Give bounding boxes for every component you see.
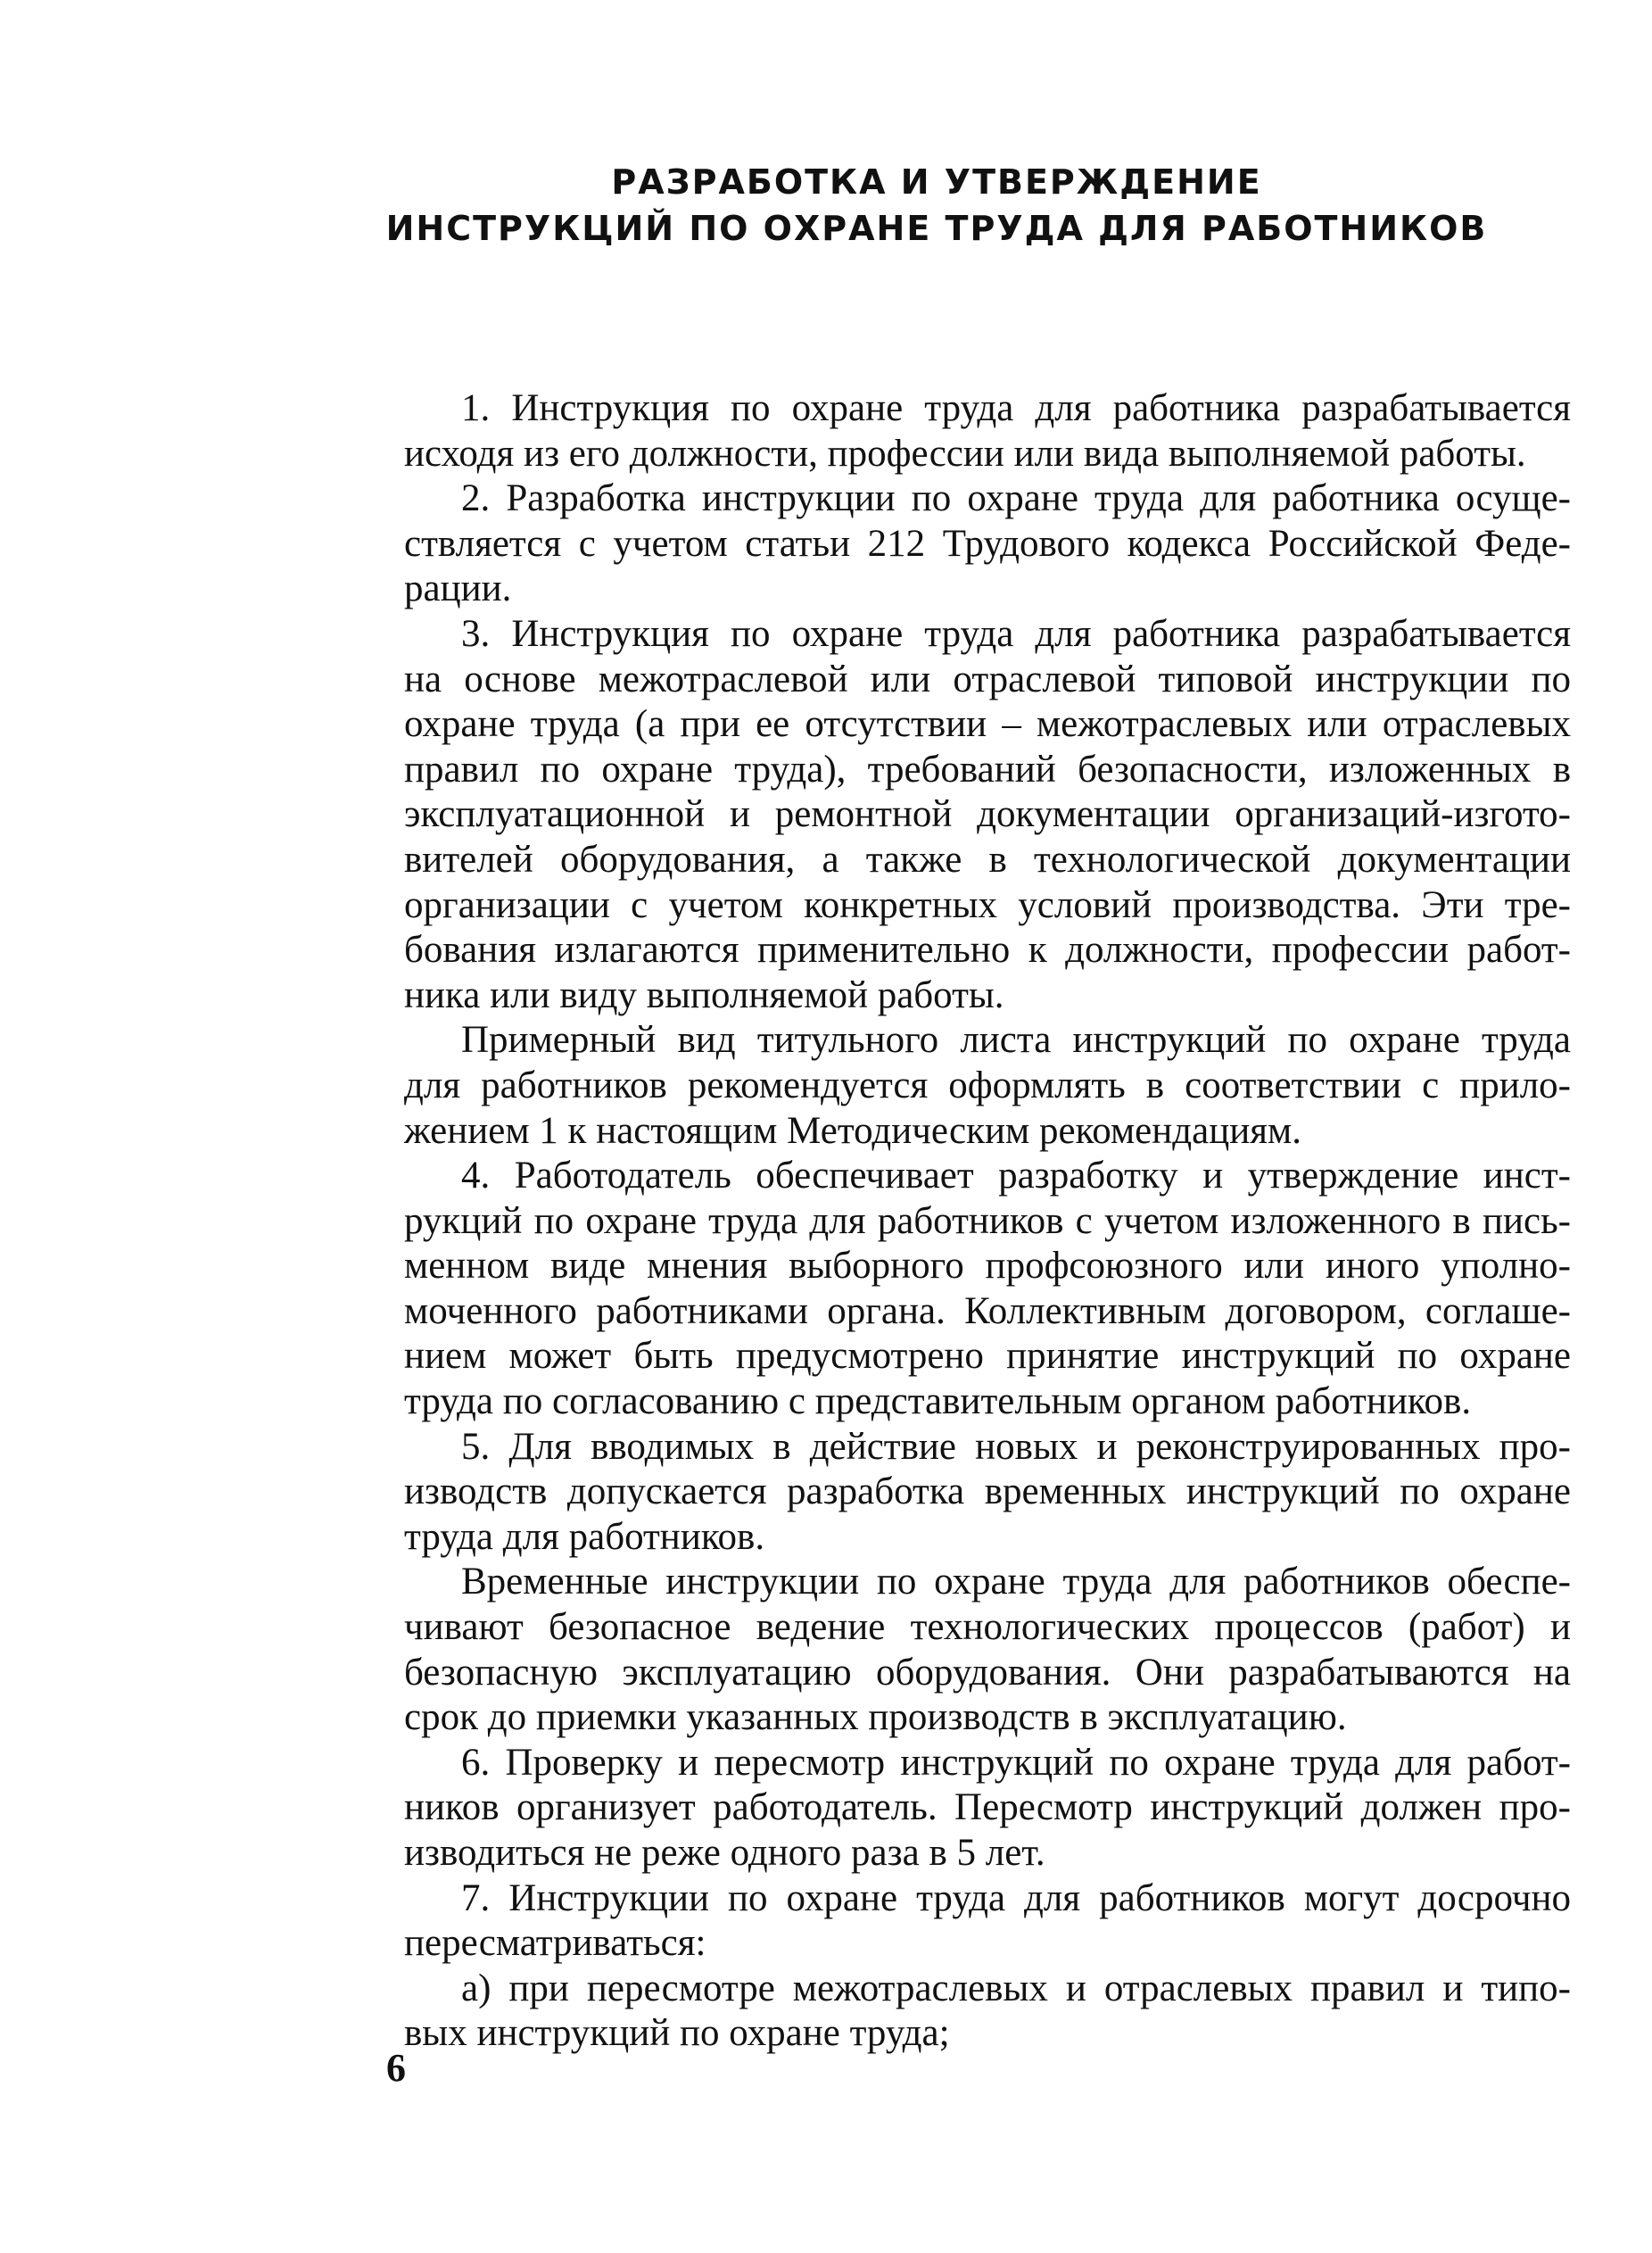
paragraph-title-sheet-note [404, 1018, 1571, 1154]
text-line: рации. [404, 567, 512, 610]
text-line: для работников рекомендуется оформлять в соответствии с прило- [404, 1064, 1571, 1106]
paragraph-temporary-instructions [404, 1560, 1571, 1740]
text-line: организации с учетом конкретных условий производства. Эти тре- [404, 883, 1571, 926]
page-title [357, 159, 1516, 252]
text-line: безопасную эксплуатацию оборудования. Они разрабатываются на [404, 1651, 1571, 1694]
text-line: а) при пересмотре межотраслевых и отраслевых правил и типо- [461, 1967, 1571, 2009]
text-line: 5. Для вводимых в действие новых и реконструированных про- [461, 1425, 1571, 1468]
page-number: 6 [386, 2046, 406, 2090]
text-line: бования излагаются применительно к должности, профессии работ- [404, 929, 1571, 972]
text-line: вителей оборудования, а также в технологической документации [404, 838, 1571, 881]
paragraph-4 [404, 1154, 1571, 1425]
document-body [404, 386, 1571, 2057]
text-line: изводиться не реже одного раза в 5 лет. [404, 1832, 1045, 1874]
text-line: ников организует работодатель. Пересмотр инструкций должен про- [404, 1786, 1571, 1829]
text-line: 7. Инструкции по охране труда для работников могут досрочно [461, 1876, 1571, 1919]
paragraph-7a [404, 1967, 1571, 2057]
paragraph-5 [404, 1425, 1571, 1561]
text-line: исходя из его должности, профессии или вида выполняемой работы. [404, 432, 1526, 475]
paragraph-2 [404, 476, 1571, 612]
text-line: вых инструкций по охране труда; [404, 2012, 950, 2055]
text-line: охране труда (а при ее отсутствии – межотраслевых или отраслевых [404, 703, 1571, 746]
text-line: изводств допускается разработка временных инструкций по охране [404, 1470, 1571, 1513]
text-line: ника или виду выполняемой работы. [404, 973, 1004, 1016]
text-line: Примерный вид титульного листа инструкций по охране труда [461, 1019, 1571, 1062]
text-line: 6. Проверку и пересмотр инструкций по охране труда для работ- [461, 1741, 1571, 1784]
text-line: нием может быть предусмотрено принятие инструкций по охране [404, 1335, 1571, 1378]
text-line: жением 1 к настоящим Методическим рекомендациям. [404, 1109, 1302, 1152]
text-line: 2. Разработка инструкции по охране труда для работника осуще- [461, 477, 1571, 520]
paragraph-1 [404, 386, 1571, 476]
text-line: 1. Инструкция по охране труда для работника разрабатывается [461, 387, 1571, 429]
text-line: менном виде мнения выборного профсоюзного или иного уполно- [404, 1245, 1571, 1288]
paragraph-3 [404, 612, 1571, 1018]
title-line-2: ИНСТРУКЦИЙ ПО ОХРАНЕ ТРУДА ДЛЯ РАБОТНИКОВ [385, 209, 1488, 248]
title-line-1: РАЗРАБОТКА И УТВЕРЖДЕНИЕ [611, 162, 1262, 202]
text-line: срок до приемки указанных производств в эксплуатацию. [404, 1696, 1347, 1739]
text-line: труда по согласованию с представительным органом работников. [404, 1380, 1472, 1423]
text-line: на основе межотраслевой или отраслевой типовой инструкции по [404, 658, 1571, 700]
text-line: 4. Работодатель обеспечивает разработку и утверждение инст- [461, 1155, 1571, 1197]
text-line: правил по охране труда), требований безопасности, изложенных в [404, 748, 1571, 791]
text-line: Временные инструкции по охране труда для работников обеспе- [461, 1561, 1571, 1603]
text-line: моченного работниками органа. Коллективным договором, соглаше- [404, 1289, 1571, 1332]
text-line: эксплуатационной и ремонтной документации организаций-изгото- [404, 793, 1571, 836]
text-line: 3. Инструкция по охране труда для работника разрабатывается [461, 612, 1571, 655]
text-line: чивают безопасное ведение технологических процессов (работ) и [404, 1606, 1571, 1649]
paragraph-6 [404, 1741, 1571, 1876]
text-line: труда для работников. [404, 1515, 765, 1558]
text-line: пересматриваться: [404, 1922, 706, 1965]
paragraph-7 [404, 1876, 1571, 1967]
text-line: ствляется с учетом статьи 212 Трудового кодекса Российской Феде- [404, 522, 1571, 565]
text-line: рукций по охране труда для работников с учетом изложенного в пись- [404, 1199, 1571, 1242]
